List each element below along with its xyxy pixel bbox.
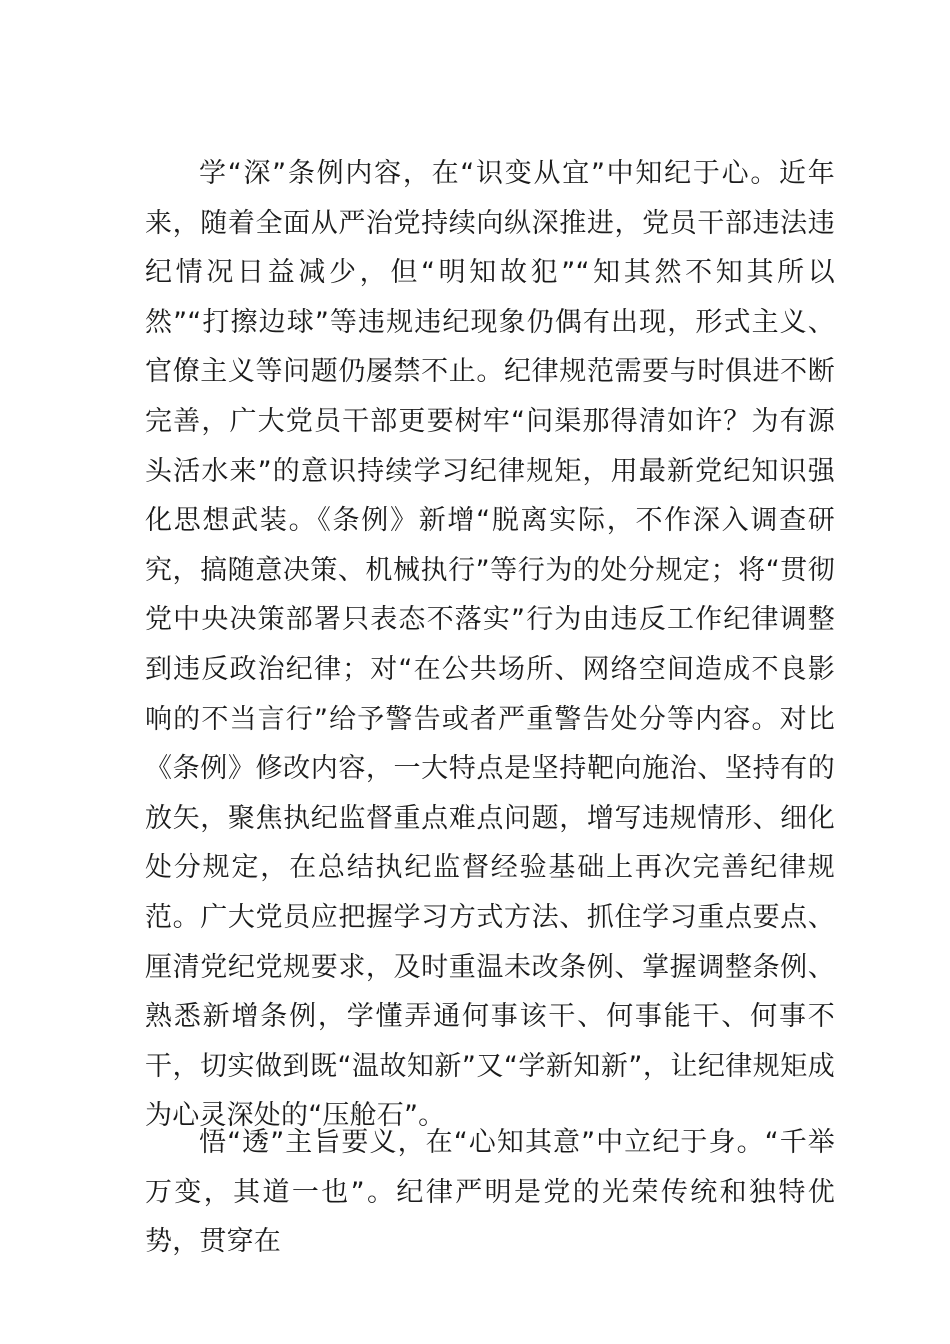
body-paragraph: 学“深”条例内容，在“识变从宜”中知纪于心。近年来，随着全面从严治党持续向纵深推进，党员干部违法违纪情况日益减少，但“明知故犯”“知其然不知其所以然”“打擦边球”等违规违纪现象仍偶有出现，形式主义、官僚主义等问题仍屡禁不止。纪律规范需要与时俱进不断完善，广大党员干部更要树牢“问渠那得清如许？为有源头活水来”的意识持续学习纪律规矩，用最新党纪知识强化思想武装。《条例》新增“脱离实际，不作深入调查研究，搞随意决策、机械执行”等行为的处分规定；将“贯彻党中央决策部署只表态不落实”行为由违反工作纪律调整到违反政治纪律；对“在公共场所、网络空间造成不良影响的不当言行”给予警告或者严重警告处分等内容。对比《条例》修改内容，一大特点是坚持靶向施治、坚持有的放矢，聚焦执纪监督重点难点问题，增写违规情形、细化处分规定，在总结执纪监督经验基础上再次完善纪律规范。广大党员应把握学习方式方法、抓住学习重点要点、厘清党纪党规要求，及时重温未改条例、掌握调整条例、熟悉新增条例，学懂弄通何事该干、何事能干、何事不干，切实做到既“温故知新”又“学新知新”，让纪律规矩成为心灵深处的“压舱石”。 xyxy=(145,158,835,1132)
body-paragraph: 悟“透”主旨要义，在“心知其意”中立纪于身。“千举万变，其道一也”。纪律严明是党的光荣传统和独特优势，贯穿在 xyxy=(145,1127,835,1258)
